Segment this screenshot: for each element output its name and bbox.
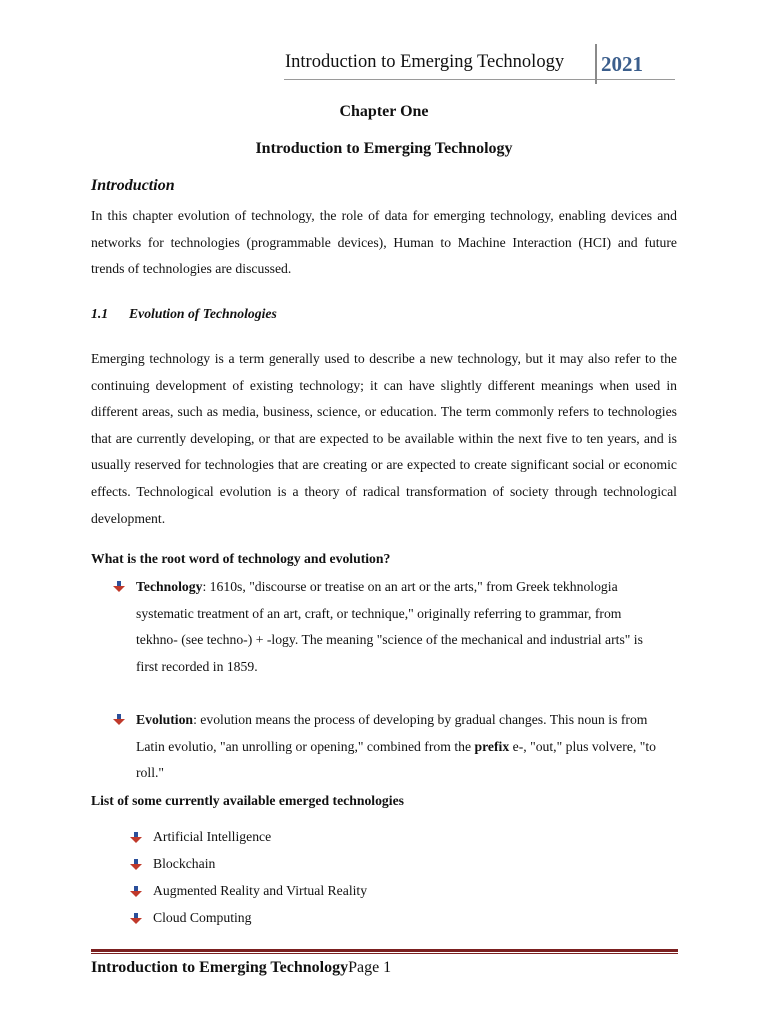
intro-heading: Introduction: [91, 177, 175, 194]
footer-rule-thin: [91, 953, 678, 954]
bullet-head: [113, 719, 125, 725]
list-item: Artificial Intelligence: [153, 829, 272, 844]
technology-definition: [136, 574, 656, 680]
section-heading: [91, 306, 277, 322]
list-item: Augmented Reality and Virtual Reality: [153, 883, 368, 898]
arrow-down-bullet-icon: [130, 859, 142, 871]
list-item: Blockchain: [153, 856, 216, 871]
footer-page: Page 1: [348, 959, 392, 976]
arrow-down-bullet-icon: [130, 832, 142, 844]
arrow-down-bullet-icon: [130, 886, 142, 898]
chapter-title: Chapter One: [339, 103, 429, 120]
evolution-def-text-a: : evolution means the process of developing by gradual changes. This noun is from Latin evolutio, "an unrolling or opening," combined from the: [136, 712, 648, 754]
header-rule: [284, 79, 675, 80]
footer: [91, 959, 391, 977]
evolution-definition: [136, 707, 656, 787]
footer-title: Introduction to Emerging Technology: [91, 959, 349, 976]
root-word-question: What is the root word of technology and evolution?: [91, 551, 391, 566]
bullet-head: [130, 891, 142, 897]
header-title: Introduction to Emerging Technology: [285, 52, 565, 72]
section-title: Evolution of Technologies: [129, 306, 277, 321]
section-paragraph: Emerging technology is a term generally used to describe a new technology, but it may also refer to the continuing development of existing technology; it can have slightly different meanings when used in different areas, such as media, business, science, or education. The term commonly refers to technologies that are currently developing, or that are expected to be available within the next five to ten years, and is usually reserved for technologies that are creating or are expected to create significant social or economic effects. Technological evolution is a theory of radical transformation of society through technological development.: [91, 351, 677, 526]
bullet-head: [130, 864, 142, 870]
arrow-down-bullet-icon: [113, 714, 125, 726]
list-item: Cloud Computing: [153, 910, 252, 925]
technology-term: Technology: [136, 579, 203, 594]
emerged-list-heading: List of some currently available emerged technologies: [91, 793, 404, 808]
evolution-prefix: prefix: [474, 738, 510, 754]
intro-paragraph: In this chapter evolution of technology, the role of data for emerging technology, enabling devices and networks for technologies (programmable devices), Human to Machine Interaction (HCI) and future trends of technologies are discussed.: [91, 208, 677, 277]
bullet-head: [130, 918, 142, 924]
section-number: 1.1: [91, 306, 109, 321]
technology-def-text: : 1610s, "discourse or treatise on an art or the arts," from Greek tekhnologia systematic treatment of an art, craft, or technique," originally referring to grammar, from tekhno- (see techno-) + -logy. The meaning "science of the mechanical and industrial arts" is first recorded in 1859.: [136, 579, 643, 674]
evolution-term: Evolution: [136, 712, 194, 727]
chapter-subtitle: Introduction to Emerging Technology: [255, 140, 513, 157]
header-divider: [595, 44, 597, 84]
arrow-down-bullet-icon: [130, 913, 142, 925]
bullet-head: [130, 837, 142, 843]
footer-rule: [91, 949, 678, 952]
arrow-down-bullet-icon: [113, 581, 125, 593]
bullet-head: [113, 586, 125, 592]
header-year: 2021: [601, 52, 643, 76]
evolution-def-text-b: e-, "out," plus volvere, "to roll.": [136, 738, 656, 781]
